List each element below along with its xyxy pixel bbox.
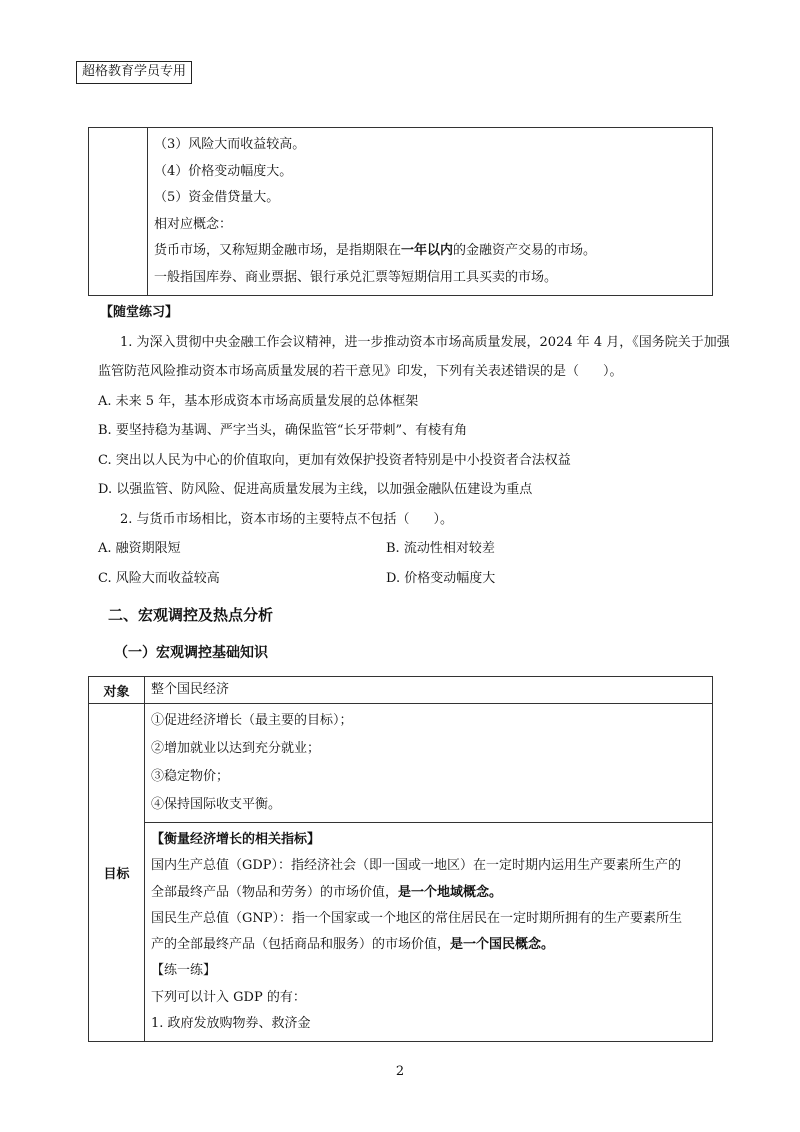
gdp-definition-line1: 国内生产总值（GDP）：指经济社会（即一国或一地区）在一定时期内运用生产要素所生产的: [151, 858, 682, 874]
money-market-definition: 货币市场，又称短期金融市场，是指期限在一年以内的金融资产交易的市场。: [154, 243, 597, 258]
goal-label: 目标: [89, 704, 145, 1042]
object-label: 对象: [89, 677, 145, 704]
goal-item: ④保持国际收支平衡。: [151, 797, 282, 812]
gnp-definition-line1: 国民生产总值（GNP）：指一个国家或一个地区的常住居民在一定时期所拥有的生产要素所生: [151, 910, 683, 926]
gnp-definition-line2: 产的全部最终产品（包括商品和服务）的市场价值，是一个国民概念。: [151, 937, 555, 953]
page-number: 2: [395, 1064, 405, 1079]
goal-item: ③稳定物价；: [151, 769, 230, 784]
gdp-definition-line2: 全部最终产品（物品和劳务）的市场价值，是一个地域概念。: [151, 884, 503, 900]
practice-title: 【随堂练习】: [100, 305, 179, 320]
q1-option-b: B. 要坚持稳为基调、严字当头，确保监管“长牙带刺”、有棱有角: [98, 423, 468, 438]
q2-option-d: D. 价格变动幅度大: [386, 570, 496, 586]
indicators-title: 【衡量经济增长的相关指标】: [151, 832, 321, 847]
table1-left-cell: [89, 128, 148, 296]
q2-options-row1: [98, 534, 718, 564]
table1-line: （5）资金借贷量大。: [154, 190, 280, 205]
q2-option-c: C. 风险大而收益较高: [98, 570, 220, 586]
q2-option-a: A. 融资期限短: [98, 541, 181, 556]
q1-option-c: C. 突出以人民为中心的价值取向，更加有效保护投资者特别是中小投资者合法权益: [98, 452, 571, 468]
table1-line: 相对应概念：: [154, 216, 233, 232]
exercise-question: 下列可以计入 GDP 的有：: [151, 989, 306, 1005]
goal-item: ②增加就业以达到充分就业；: [151, 741, 321, 756]
practice-section: [98, 298, 730, 593]
exercise-item: 1. 政府发放购物券、救济金: [151, 1016, 311, 1032]
goal-item: ①促进经济增长（最主要的目标）；: [151, 713, 353, 728]
section-heading: 二、宏观调控及热点分析: [108, 606, 274, 624]
table1-line: （4）价格变动幅度大。: [154, 163, 293, 179]
table1-line: 一般指国库券、商业票据、银行承兑汇票等短期信用工具买卖的市场。: [154, 269, 558, 285]
q1-stem-line2: 监管防范风险推动资本市场高质量发展的若干意见》印发，下列有关表述错误的是（ ）。: [98, 364, 623, 379]
object-value: 整个国民经济: [145, 677, 713, 704]
goals-cell: [145, 704, 713, 823]
macro-control-table: [88, 676, 713, 1042]
q1-option-a: A. 未来 5 年，基本形成资本市场高质量发展的总体框架: [98, 393, 419, 409]
capital-market-table-continued: [88, 127, 713, 296]
q2-stem: 2. 与货币市场相比，资本市场的主要特点不包括（ ）。: [120, 511, 454, 527]
exercise-title: 【练一练】: [151, 963, 217, 979]
q1-stem-line1: 1. 为深入贯彻中央金融工作会议精神，进一步推动资本市场高质量发展，2024 年 4 月，《国务院关于加强: [120, 334, 730, 350]
indicators-cell: [145, 823, 713, 1042]
q2-option-b: B. 流动性相对较差: [386, 541, 495, 556]
q1-option-d: D. 以强监管、防风险、促进高质量发展为主线，以加强金融队伍建设为重点: [98, 482, 533, 497]
subsection-heading: （一）宏观调控基础知识: [114, 645, 268, 661]
table1-content-cell: [148, 128, 713, 296]
header-tag: 超格教育学员专用: [76, 61, 192, 84]
q2-options-row2: [98, 564, 718, 594]
table1-line: （3）风险大而收益较高。: [154, 137, 306, 152]
